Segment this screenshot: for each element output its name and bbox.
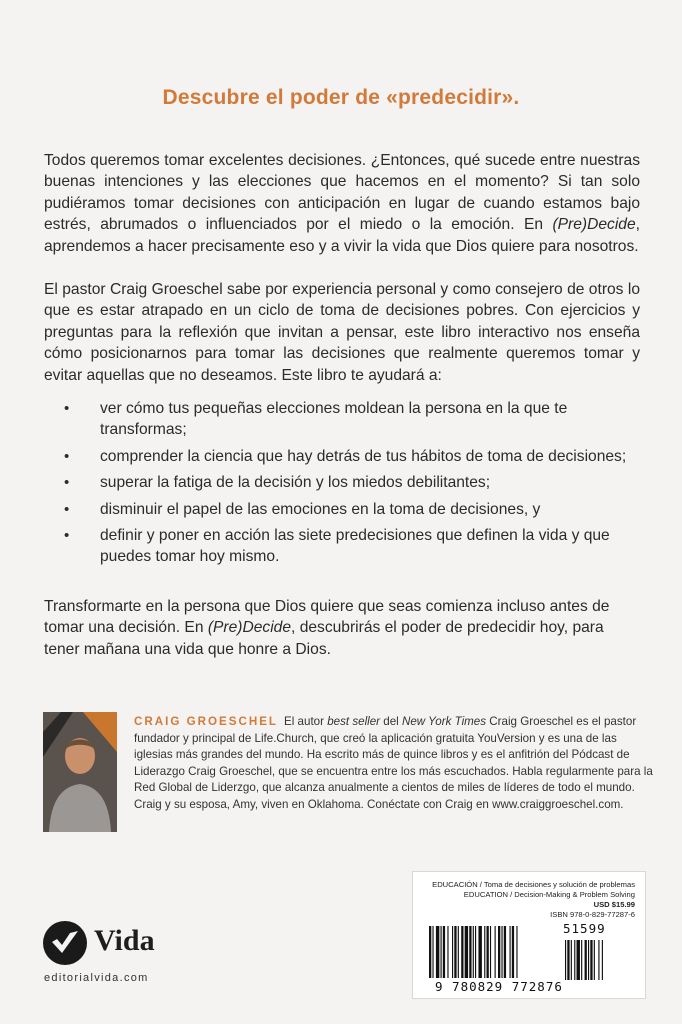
barcode-bar	[475, 926, 476, 978]
bio-text: El autor	[284, 715, 328, 728]
barcode-bar	[452, 926, 453, 978]
barcode-addon-bar	[590, 940, 592, 980]
barcode-addon-bar	[588, 940, 589, 980]
benefits-list	[60, 398, 640, 573]
barcode-bar	[490, 926, 491, 978]
bio-text: Craig Groeschel es el pastor fundador y principal de Life.Church, que creó la aplicación gratuita YouVersion y es una de las iglesias más grandes del mundo. Ha escrito más de quince libros y es el anfitrión del Pódcast de Liderazgo Craig Groeschel, que se encuentra entre los más escuchados. Habla regularmente para la Red Global de Liderzgo, que alcanza anualmente a cientos de miles de líderes de todo el mundo. Craig y su esposa, Amy, viven en Oklahoma. Conéctate con Craig en www.craiggroeschel.com.	[134, 715, 653, 811]
list-item-text: comprender la ciencia que hay detrás de tus hábitos de toma de decisiones;	[100, 447, 627, 465]
bullet-icon: •	[64, 447, 70, 465]
barcode-bar	[469, 926, 471, 978]
barcode-bar	[461, 926, 463, 978]
bio-emphasis: New York Times	[401, 715, 487, 728]
barcode-bar	[429, 926, 431, 978]
barcode-addon-bar	[577, 940, 580, 980]
intro-text-start: Todos queremos tomar excelentes decisiones. ¿Entonces, qué sucede entre nuestras buenas intenciones y las elecciones que hacemos en el momento? Si tan solo pudiéramos tomar decisiones con anticipación en lugar de cuando estamos bajo estrés, abrumados o influenciados por el miedo o la emoción. En	[44, 152, 640, 234]
bullet-icon: •	[64, 500, 70, 518]
barcode-bar	[443, 926, 445, 978]
vida-logo-icon	[42, 920, 88, 966]
barcode-bar	[487, 926, 489, 978]
barcode-addon-bar	[574, 940, 575, 980]
barcode-bar	[501, 926, 502, 978]
barcode-bar	[454, 926, 456, 978]
description-paragraph: El pastor Craig Groeschel sabe por experiencia personal y como consejero de otros lo que es estar atrapado en un ciclo de toma de decisiones pobres. Con ejercicios y preguntas para la reflexión que invitan a pensar, este libro interactivo nos enseña cómo posicionarnos para tomar las decisiones que realmente queremos tomar y evitar aquellas que no deseamos. Este libro te ayudará a:	[44, 281, 640, 384]
category-es: EDUCACIÓN / Toma de decisiones y solución de problemas	[432, 880, 635, 889]
author-portrait-icon	[43, 712, 117, 832]
barcode-bar	[498, 926, 500, 978]
barcode-bar	[465, 926, 468, 978]
barcode-bar	[504, 926, 506, 978]
headline: Descubre el poder de «predecidir».	[162, 86, 520, 109]
intro-paragraph	[44, 150, 640, 257]
list-item-text: disminuir el papel de las emociones en la toma de decisiones, y	[100, 500, 541, 518]
list-item	[60, 398, 640, 441]
list-item	[60, 499, 640, 520]
barcode-addon-bar	[565, 940, 566, 980]
publisher-url: editorialvida.com	[44, 972, 149, 984]
barcode-bar	[473, 926, 474, 978]
list-item	[60, 472, 640, 493]
barcode-addon-bar	[598, 940, 599, 980]
bullet-icon: •	[64, 474, 70, 492]
barcode-addon-bar	[581, 940, 582, 980]
barcode-bar	[441, 926, 442, 978]
list-item-text: ver cómo tus pequeñas elecciones moldean la persona en la que te transformas;	[100, 400, 568, 439]
book-title: (Pre)Decide	[207, 619, 292, 637]
closing-text-start: Transformarte en la persona que Dios quiere que seas comienza incluso antes de tomar una decisión. En	[44, 598, 610, 637]
closing-text-end: , descubrirás el poder de predecidir hoy, para tener mañana una vida que honre a Dios.	[44, 619, 604, 658]
list-item-text: superar la fatiga de la decisión y los miedos debilitantes;	[100, 474, 491, 492]
bio-text: del	[380, 715, 402, 728]
category-en: EDUCATION / Decision-Making & Problem Solving	[463, 890, 635, 899]
barcode-addon-bar	[594, 940, 595, 980]
barcode-addon-bar	[571, 940, 572, 980]
barcode-bar	[512, 926, 514, 978]
publisher-name: Vida	[94, 924, 155, 957]
author-name: CRAIG GROESCHEL	[134, 715, 279, 728]
barcode-bar	[516, 926, 517, 978]
bio-emphasis: best seller	[327, 715, 381, 728]
barcode-info	[415, 880, 635, 920]
intro-text-end: , aprendemos a hacer precisamente eso y a vivir la vida que Dios quiere para nosotros.	[44, 216, 640, 255]
bullet-icon: •	[64, 527, 70, 545]
list-item	[60, 446, 640, 467]
book-title: (Pre)Decide	[552, 216, 636, 234]
barcode-digits: 9 780829 772876	[435, 979, 563, 994]
barcode-bar	[478, 926, 481, 978]
barcode-box	[412, 871, 646, 999]
author-photo	[43, 712, 117, 832]
barcode-bar	[432, 926, 433, 978]
barcode-bar	[447, 926, 448, 978]
list-item-text: definir y poner en acción las siete predecisiones que definen la vida y que puedes tomar hoy mismo.	[100, 527, 610, 566]
isbn: ISBN 978-0-829-77287-6	[550, 910, 635, 919]
barcode-bar	[436, 926, 439, 978]
barcode-addon-bar	[602, 940, 603, 980]
barcode-addon-bar	[567, 940, 569, 980]
price: USD $15.99	[593, 900, 635, 909]
author-bio	[134, 714, 654, 814]
barcode-addon-digits: 51599	[563, 921, 606, 936]
barcode-bar	[510, 926, 511, 978]
barcode-bar	[495, 926, 496, 978]
barcode-bar	[484, 926, 485, 978]
closing-paragraph	[44, 596, 640, 660]
publisher-logo	[42, 920, 162, 990]
bullet-icon: •	[64, 400, 70, 417]
list-item	[60, 525, 640, 568]
barcode-bar	[458, 926, 459, 978]
barcode-addon-bar	[585, 940, 587, 980]
